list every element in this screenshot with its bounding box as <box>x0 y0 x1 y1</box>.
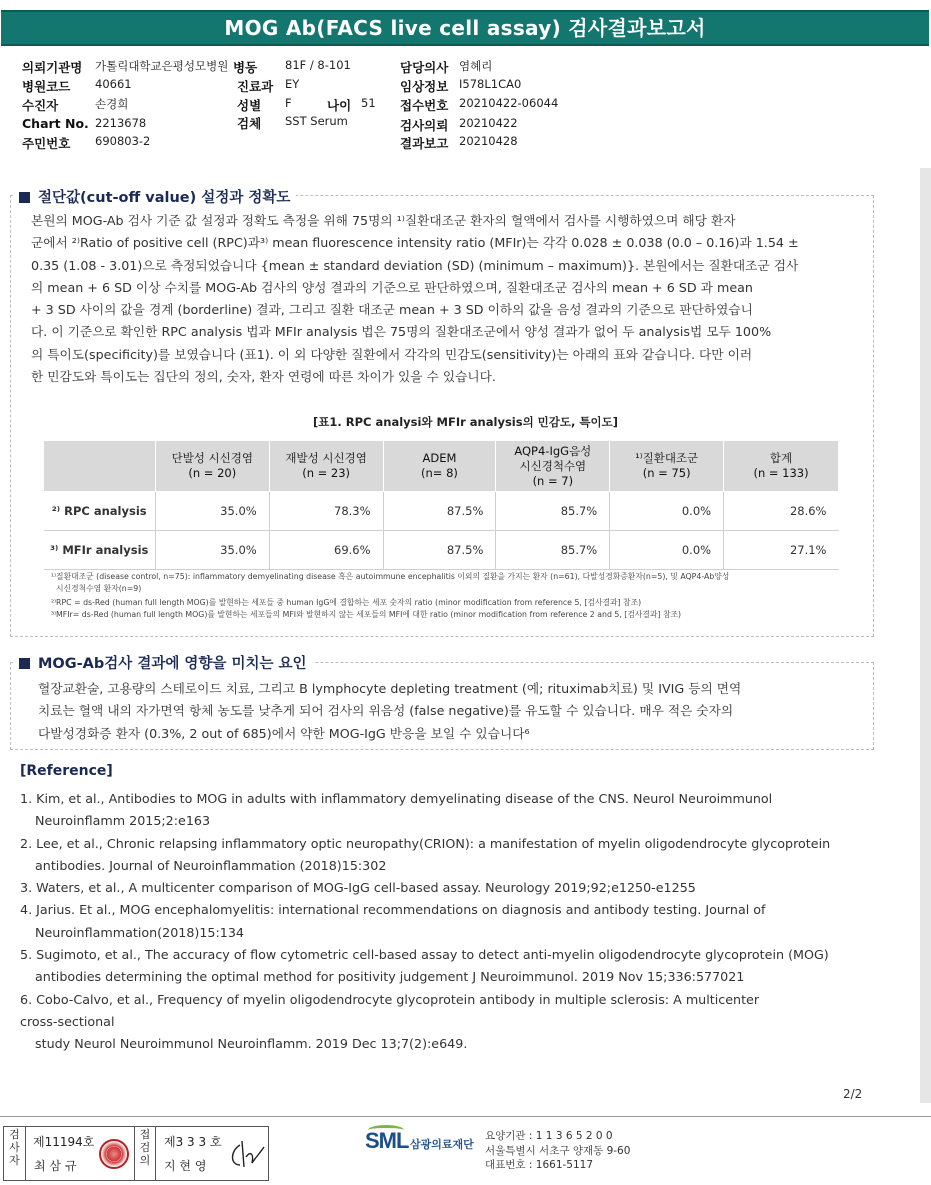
reference-item: 1. Kim, et al., Antibodies to MOG in adults with inflammatory demyelinating disease of the CNS. Neurol Neuroimmunol Neuroinflamm 2015;2:e163 <box>20 791 773 829</box>
reference-item: 2. Lee, et al., Chronic relapsing inflammatory optic neuropathy(CRION): a manifestation of myelin oligodendrocyte glycoprotein antibodies. Journal of Neuroinflammation (2018)15:302 <box>20 835 831 873</box>
reqdate-label: 검사의뢰 <box>400 118 449 133</box>
official-seal-icon <box>99 1139 129 1169</box>
signature-icon <box>226 1137 266 1173</box>
clin-value: I578L1CA0 <box>459 77 522 91</box>
logo-swoosh-icon <box>368 1125 404 1135</box>
table-cell: 27.1% <box>724 531 839 570</box>
reqdate-value: 20210422 <box>459 116 518 130</box>
dept-label: 진료과 <box>237 79 274 94</box>
logo-text: SML <box>365 1128 409 1153</box>
recv-label: 접수번호 <box>400 98 449 113</box>
doctor-label: 담당의사 <box>400 60 449 75</box>
table-header: 단발성 시신경염 (n = 20) <box>155 441 269 492</box>
tester-label: 검 사 자 <box>4 1127 26 1180</box>
table-header: ¹⁾질환대조군 (n = 75) <box>610 441 724 492</box>
section1-line: + 3 SD 사이의 값을 경계 (borderline) 결과, 그리고 질환 대조군 mean + 3 SD 이하의 값을 음성 결과의 기준으로 판단하였습니 <box>31 302 753 318</box>
section1-heading-text: 절단값(cut-off value) 설정과 정확도 <box>38 190 291 206</box>
square-bullet-icon <box>19 192 30 203</box>
tester-license: 제11194호 <box>33 1135 95 1149</box>
reference-item-cont: cross-sectional <box>20 1013 115 1029</box>
section2-paragraph <box>38 678 858 745</box>
table-cell: 87.5% <box>383 531 496 570</box>
sml-logo <box>365 1128 474 1154</box>
table-cell: 69.6% <box>269 531 383 570</box>
req-label: 의뢰기관명 <box>22 60 83 75</box>
tester-name: 최 삼 규 <box>34 1159 77 1173</box>
reference-title: [Reference] <box>20 763 113 779</box>
recv-value: 20210422-06044 <box>459 96 559 110</box>
specimen-value: SST Serum <box>285 114 348 128</box>
footnote: ¹⁾질환대조군 (disease control, n=75): inflammatory demyelinating disease 혹은 autoimmune encephalitis 이외의 질환을 가지는 환자 (n=61), 다발성경화증환자(n=5), 및 AQP4-Ab양성 <box>51 572 730 581</box>
phone-line: 대표번호 : 1661-5117 <box>485 1159 594 1171</box>
ward-value: 81F / 8-101 <box>285 58 351 72</box>
req-value: 가톨릭대학교은평성모병원 <box>95 59 229 73</box>
table-header: 합계 (n = 133) <box>724 441 839 492</box>
age-value: 51 <box>361 96 376 110</box>
square-bullet-icon <box>19 658 30 669</box>
section2-heading <box>15 652 313 673</box>
scrollbar-track[interactable] <box>920 168 931 1103</box>
table-header: AQP4-IgG음성 시신경척수염 (n = 7) <box>496 441 610 492</box>
table-row <box>44 531 839 570</box>
age-label: 나이 <box>327 98 352 113</box>
dept-value: EY <box>285 77 300 91</box>
table-header: 재발성 시신경염 (n = 23) <box>269 441 383 492</box>
section2-line: 치료는 혈액 내의 자가면역 항체 농도를 낮추게 되어 검사의 위음성 (false negative)를 유도할 수 있습니다. 매우 적은 숫자의 <box>38 703 734 719</box>
footnote: 시신경척수염 환자(n=9) <box>56 584 142 593</box>
patient-info <box>0 54 931 154</box>
section1-line: 본원의 MOG-Ab 검사 기준 값 설정과 정확도 측정을 위해 75명의 ¹⁾질환대조군 환자의 혈액에서 검사를 시행하였으며 해당 환자 <box>31 213 736 228</box>
table-caption: [표1. RPC analysi와 MFIr analysis의 민감도, 특이도] <box>313 415 618 429</box>
reference-item: 3. Waters, et al., A multicenter comparison of MOG-IgG cell-based assay. Neurology 2019;92;e1250-e1255 <box>20 880 696 896</box>
section1-line: 의 mean + 6 SD 이상 수치를 MOG-Ab 검사의 양성 결과의 기준으로 판단하였으며, 질환대조군 검사의 mean + 6 SD 과 mean <box>31 279 753 295</box>
report-value: 20210428 <box>459 134 518 148</box>
section1-paragraph <box>31 210 857 388</box>
footnote: ³⁾MFIr= ds-Red (human full length MOG)를 발현하는 세포들의 MFI와 발현하지 않는 세포들의 MFI에 대한 ratio (minor modification from reference 2 and 5, [검사결과] 참조) <box>51 610 682 619</box>
ward-label: 병동 <box>233 60 258 75</box>
signature-box <box>3 1126 269 1181</box>
section1-line: 한 민감도와 특이도는 집단의 정의, 숫자, 환자 연령에 따른 차이가 있을 수 있습니다. <box>31 369 496 385</box>
doctor-value: 염혜리 <box>459 59 493 73</box>
table-cell: 87.5% <box>383 492 496 531</box>
section1-heading <box>15 186 296 207</box>
table-header: ADEM (n= 8) <box>383 441 496 492</box>
table-cell: 0.0% <box>610 531 724 570</box>
code-label: 병원코드 <box>22 79 71 94</box>
table-cell: 85.7% <box>496 531 610 570</box>
reference-item: 6. Cobo-Calvo, et al., Frequency of myelin oligodendrocyte glycoprotein antibody in multiple sclerosis: A multicenter <box>20 991 760 1007</box>
address-line: 서울특별시 서초구 양재동 9-60 <box>485 1144 631 1157</box>
report-title: MOG Ab(FACS live cell assay) 검사결과보고서 <box>224 16 706 40</box>
section2-heading-text: MOG-Ab검사 결과에 영향을 미치는 요인 <box>38 656 307 672</box>
idnum-value: 690803-2 <box>95 134 151 148</box>
footnote: ²⁾RPC = ds-Red (human full length MOG)를 발현하는 세포들 중 human IgG에 결합하는 세포 숫자의 ratio (minor modification from reference 5, [검사결과] 참조) <box>51 598 642 607</box>
sex-value: F <box>285 96 292 110</box>
report-footer <box>0 1116 931 1185</box>
inspector-name: 지 현 영 <box>164 1159 207 1173</box>
sex-label: 성별 <box>237 98 262 113</box>
patient-label: 수진자 <box>22 98 59 113</box>
section1-line: 다. 이 기준으로 확인한 RPC analysis 법과 MFIr analysis 법은 75명의 질환대조군에서 양성 결과가 없어 두 analysis법 모두 100% <box>31 324 772 340</box>
reference-item: 5. Sugimoto, et al., The accuracy of flow cytometric cell-based assay to detect anti-myelin oligodendrocyte glycoprotein (MOG) antibodies determining the optimal method for positivity judgement J Neuroimmunol. 2019 Nov 15;336:577021 <box>20 947 829 985</box>
logo-foundation: 삼광의료재단 <box>410 1138 474 1151</box>
table-corner <box>44 441 156 492</box>
chart-label: Chart No. <box>22 116 89 131</box>
table-cell: 85.7% <box>496 492 610 531</box>
code-value: 40661 <box>95 77 132 91</box>
inspector-label: 접 검 의 <box>134 1127 156 1180</box>
reference-item: 4. Jarius. Et al., MOG encephalomyelitis: international recommendations on diagnosis and antibody testing. Journal of Neuroinflammation(2018)15:134 <box>20 902 766 940</box>
table-cell: 78.3% <box>269 492 383 531</box>
row-label-mfir: ³⁾ MFIr analysis <box>44 531 156 570</box>
table-header-row <box>44 441 839 492</box>
section1-line: 의 특이도(specificity)를 보였습니다 (표1). 이 외 다양한 질환에서 각각의 민감도(sensitivity)는 아래의 표와 같습니다. 다만 이러 <box>31 346 753 362</box>
clin-label: 임상정보 <box>400 79 449 94</box>
table-cell: 35.0% <box>155 492 269 531</box>
institution-code: 요양기관 : 1 1 3 6 5 2 0 0 <box>485 1130 613 1142</box>
table-cell: 35.0% <box>155 531 269 570</box>
section1-line: 0.35 (1.08 - 3.01)으로 측정되었습니다 {mean ± standard deviation (SD) (minimum – maximum)}. 본원에서는 질환대조군 검사 <box>31 257 799 273</box>
patient-value: 손경희 <box>95 97 129 111</box>
sensitivity-table <box>43 440 839 570</box>
section1-line: 군에서 ²⁾Ratio of positive cell (RPC)과³⁾ mean fluorescence intensity ratio (MFIr)는 각각 0.028 ± 0.038 (0.0 – 0.16)과 1.54 ± <box>31 235 799 251</box>
inspector-license: 제3 3 3 호 <box>164 1135 222 1149</box>
page-number: 2/2 <box>843 1087 863 1101</box>
report-title-bar <box>0 0 931 54</box>
table-row <box>44 492 839 531</box>
section2-line: 다발성경화증 환자 (0.3%, 2 out of 685)에서 약한 MOG-IgG 반응을 보일 수 있습니다⁶ <box>38 725 530 741</box>
reference-item-cont: study Neurol Neuroimmunol Neuroinflamm. 2019 Dec 13;7(2):e649. <box>35 1036 468 1052</box>
lab-address <box>485 1129 630 1173</box>
table-cell: 28.6% <box>724 492 839 531</box>
row-label-rpc: ²⁾ RPC analysis <box>44 492 156 531</box>
idnum-label: 주민번호 <box>22 136 71 151</box>
chart-value: 2213678 <box>95 116 147 130</box>
specimen-label: 검체 <box>237 116 262 131</box>
report-label: 결과보고 <box>400 136 449 151</box>
table-cell: 0.0% <box>610 492 724 531</box>
reference-list <box>20 788 880 1056</box>
section2-line: 혈장교환술, 고용량의 스테로이드 치료, 그리고 B lymphocyte depleting treatment (예; rituximab치료) 및 IVIG 등의 면역 <box>38 681 742 696</box>
